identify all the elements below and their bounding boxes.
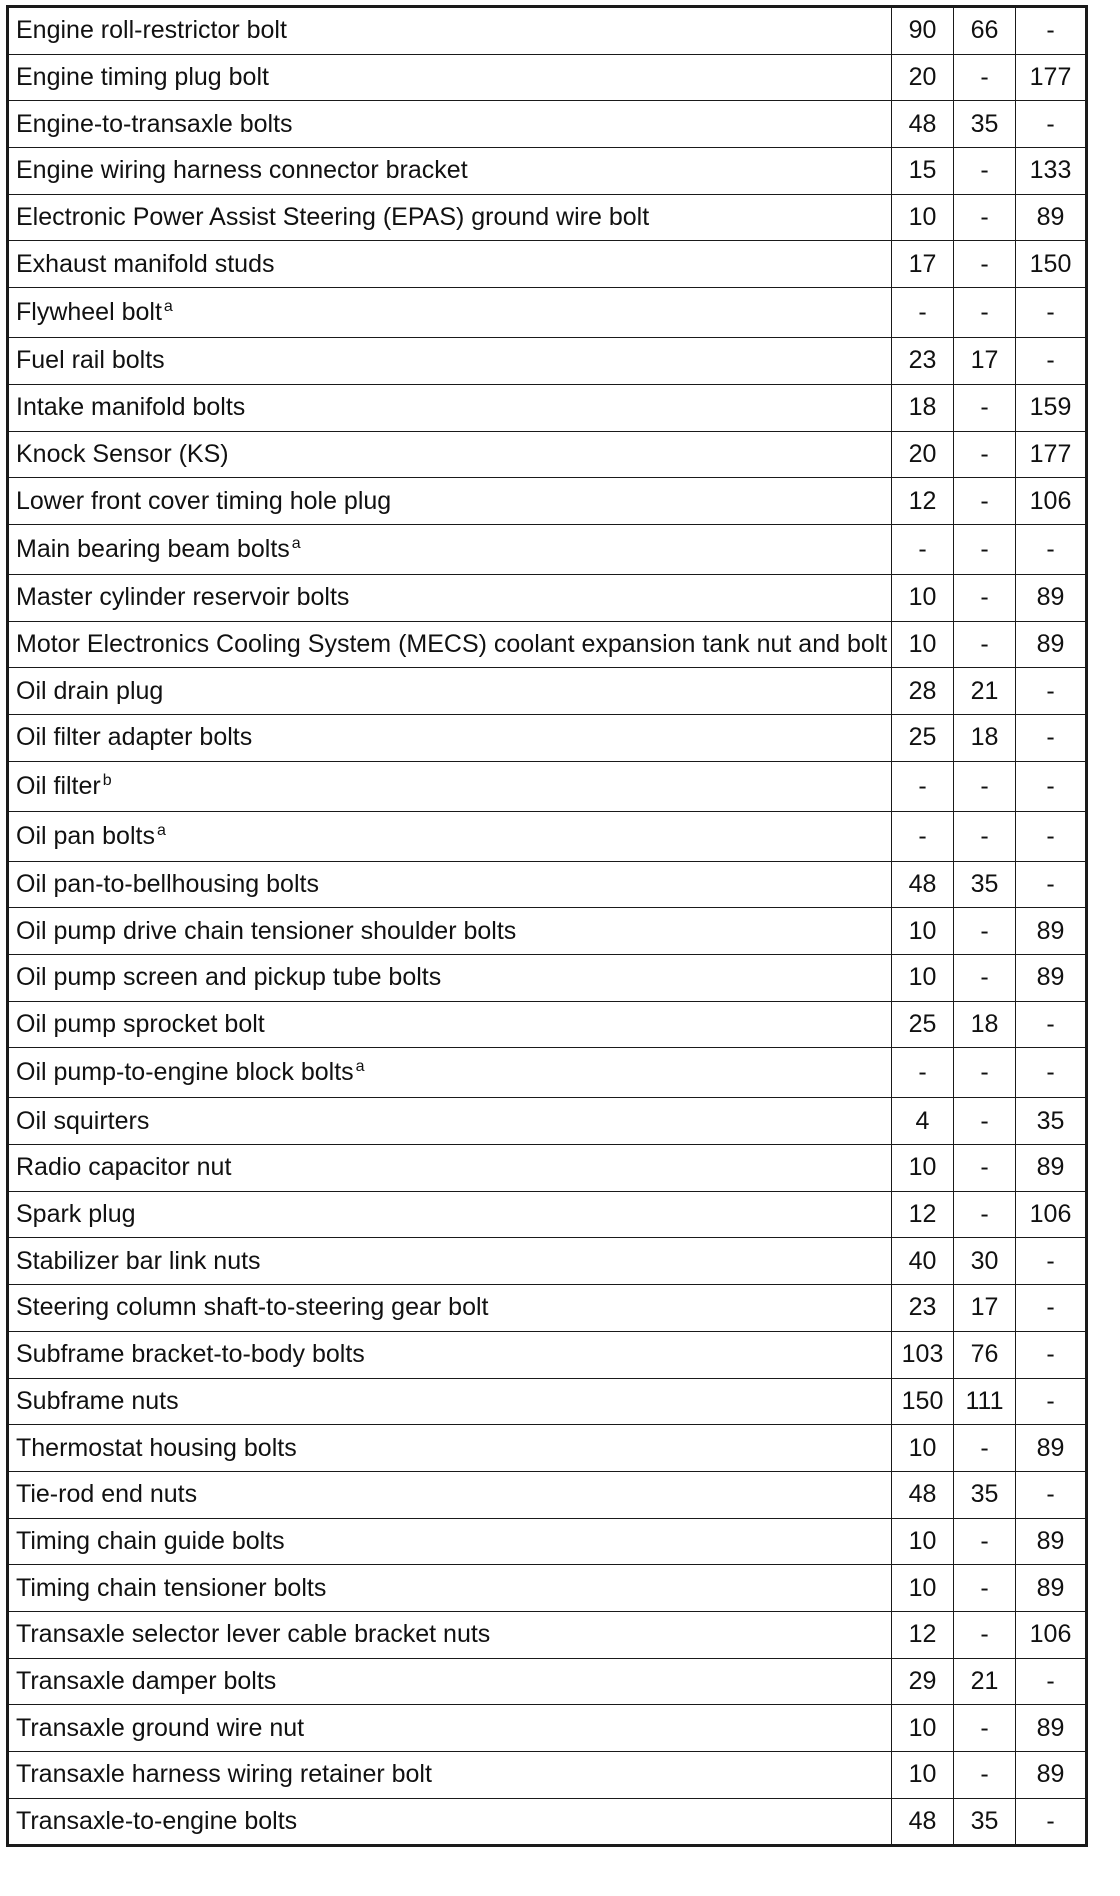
- component-name: Engine timing plug bolt: [16, 63, 269, 92]
- torque-lbin-cell: 106: [1016, 1611, 1087, 1658]
- torque-lbft-cell: -: [954, 524, 1016, 574]
- torque-lbft-cell: 111: [954, 1378, 1016, 1425]
- component-name: Master cylinder reservoir bolts: [16, 583, 350, 612]
- component-name-cell: [8, 1565, 892, 1612]
- component-name-cell: [8, 668, 892, 715]
- torque-nm-cell: 20: [892, 54, 954, 101]
- component-name-cell: [8, 1611, 892, 1658]
- torque-lbin-cell: 106: [1016, 478, 1087, 525]
- table-row: [8, 54, 1087, 101]
- component-name: Lower front cover timing hole plug: [16, 486, 392, 515]
- torque-lbft-cell: -: [954, 478, 1016, 525]
- torque-lbft-cell: 35: [954, 1471, 1016, 1518]
- table-row: [8, 1518, 1087, 1565]
- component-name-cell: [8, 1145, 892, 1192]
- component-name-cell: [8, 574, 892, 621]
- torque-lbin-cell: -: [1016, 1658, 1087, 1705]
- table-row: [8, 1752, 1087, 1799]
- torque-nm-cell: 25: [892, 1001, 954, 1048]
- table-row: [8, 101, 1087, 148]
- torque-lbft-cell: -: [954, 1611, 1016, 1658]
- component-name-cell: [8, 1048, 892, 1098]
- table-row: [8, 761, 1087, 811]
- component-name: Tie-rod end nuts: [16, 1480, 198, 1509]
- torque-lbin-cell: 89: [1016, 1752, 1087, 1799]
- table-row: [8, 1191, 1087, 1238]
- torque-nm-cell: 29: [892, 1658, 954, 1705]
- torque-nm-cell: 10: [892, 621, 954, 668]
- torque-nm-cell: 10: [892, 1518, 954, 1565]
- torque-nm-cell: 23: [892, 1285, 954, 1332]
- torque-lbft-cell: -: [954, 54, 1016, 101]
- torque-nm-cell: 103: [892, 1331, 954, 1378]
- torque-nm-cell: 10: [892, 574, 954, 621]
- component-name: Oil filter: [16, 771, 101, 800]
- table-row: [8, 148, 1087, 195]
- torque-nm-cell: 40: [892, 1238, 954, 1285]
- torque-lbft-cell: -: [954, 241, 1016, 288]
- table-row: [8, 1145, 1087, 1192]
- table-row: [8, 861, 1087, 908]
- component-name: Oil pump-to-engine block bolts: [16, 1058, 354, 1087]
- torque-lbft-cell: 17: [954, 1285, 1016, 1332]
- table-row: [8, 1471, 1087, 1518]
- torque-lbin-cell: -: [1016, 714, 1087, 761]
- component-name: Engine roll-restrictor bolt: [16, 16, 287, 45]
- torque-nm-cell: -: [892, 288, 954, 338]
- table-row: [8, 1378, 1087, 1425]
- component-name-cell: [8, 431, 892, 478]
- component-name-cell: [8, 1331, 892, 1378]
- table-row: [8, 241, 1087, 288]
- table-row: [8, 1238, 1087, 1285]
- torque-nm-cell: 10: [892, 1565, 954, 1612]
- table-row: [8, 1798, 1087, 1846]
- table-row: [8, 1658, 1087, 1705]
- torque-lbft-cell: -: [954, 811, 1016, 861]
- torque-lbin-cell: -: [1016, 524, 1087, 574]
- torque-lbin-cell: -: [1016, 338, 1087, 385]
- component-name-cell: [8, 524, 892, 574]
- torque-lbft-cell: 76: [954, 1331, 1016, 1378]
- torque-lbin-cell: 177: [1016, 54, 1087, 101]
- component-name: Knock Sensor (KS): [16, 439, 229, 468]
- torque-lbin-cell: 89: [1016, 621, 1087, 668]
- table-row: [8, 431, 1087, 478]
- torque-lbft-cell: -: [954, 148, 1016, 195]
- torque-lbft-cell: 21: [954, 668, 1016, 715]
- torque-nm-cell: 12: [892, 1191, 954, 1238]
- torque-nm-cell: 48: [892, 1798, 954, 1846]
- torque-nm-cell: 48: [892, 101, 954, 148]
- torque-nm-cell: -: [892, 811, 954, 861]
- component-name-cell: [8, 1658, 892, 1705]
- table-row: [8, 1098, 1087, 1145]
- torque-nm-cell: 10: [892, 955, 954, 1002]
- torque-lbin-cell: -: [1016, 101, 1087, 148]
- torque-nm-cell: 25: [892, 714, 954, 761]
- component-name-cell: [8, 148, 892, 195]
- torque-nm-cell: 12: [892, 1611, 954, 1658]
- component-name: Motor Electronics Cooling System (MECS) coolant expansion tank nut and bolt: [16, 629, 888, 658]
- table-row: [8, 1285, 1087, 1332]
- torque-lbin-cell: 133: [1016, 148, 1087, 195]
- torque-lbft-cell: 35: [954, 861, 1016, 908]
- table-row: [8, 1611, 1087, 1658]
- torque-lbft-cell: -: [954, 574, 1016, 621]
- component-name-cell: [8, 811, 892, 861]
- component-name-cell: [8, 384, 892, 431]
- torque-lbft-cell: 35: [954, 1798, 1016, 1846]
- table-row: [8, 384, 1087, 431]
- torque-lbin-cell: -: [1016, 7, 1087, 55]
- component-name-cell: [8, 54, 892, 101]
- component-name-cell: [8, 1705, 892, 1752]
- component-name-cell: [8, 908, 892, 955]
- component-name-cell: [8, 288, 892, 338]
- torque-lbin-cell: -: [1016, 761, 1087, 811]
- table-row: [8, 288, 1087, 338]
- component-name: Spark plug: [16, 1200, 136, 1229]
- torque-lbft-cell: -: [954, 1145, 1016, 1192]
- component-name: Subframe nuts: [16, 1386, 179, 1415]
- torque-nm-cell: 10: [892, 1705, 954, 1752]
- torque-lbft-cell: 66: [954, 7, 1016, 55]
- torque-lbin-cell: 89: [1016, 194, 1087, 241]
- torque-lbin-cell: 89: [1016, 1565, 1087, 1612]
- torque-lbin-cell: 89: [1016, 955, 1087, 1002]
- torque-lbft-cell: -: [954, 1191, 1016, 1238]
- component-name: Transaxle selector lever cable bracket nuts: [16, 1620, 491, 1649]
- torque-lbin-cell: 177: [1016, 431, 1087, 478]
- torque-lbft-cell: -: [954, 1705, 1016, 1752]
- footnote-marker: a: [291, 534, 301, 552]
- table-row: [8, 668, 1087, 715]
- torque-lbin-cell: -: [1016, 1798, 1087, 1846]
- footnote-marker: a: [163, 298, 173, 316]
- component-name: Oil squirters: [16, 1106, 150, 1135]
- torque-nm-cell: 10: [892, 1425, 954, 1472]
- component-name: Engine-to-transaxle bolts: [16, 109, 293, 138]
- torque-nm-cell: 48: [892, 861, 954, 908]
- component-name-cell: [8, 1238, 892, 1285]
- component-name: Transaxle ground wire nut: [16, 1713, 305, 1742]
- torque-lbft-cell: -: [954, 1565, 1016, 1612]
- torque-nm-cell: -: [892, 1048, 954, 1098]
- torque-lbin-cell: 89: [1016, 908, 1087, 955]
- torque-lbin-cell: 89: [1016, 1425, 1087, 1472]
- torque-lbft-cell: -: [954, 194, 1016, 241]
- table-row: [8, 621, 1087, 668]
- footnote-marker: a: [156, 821, 166, 839]
- component-name-cell: [8, 761, 892, 811]
- torque-lbin-cell: -: [1016, 1285, 1087, 1332]
- torque-lbft-cell: 18: [954, 1001, 1016, 1048]
- component-name: Steering column shaft-to-steering gear bolt: [16, 1293, 489, 1322]
- component-name: Flywheel bolt: [16, 298, 162, 327]
- component-name: Timing chain guide bolts: [16, 1526, 285, 1555]
- torque-lbft-cell: -: [954, 384, 1016, 431]
- torque-lbin-cell: -: [1016, 288, 1087, 338]
- torque-lbft-cell: -: [954, 1098, 1016, 1145]
- component-name-cell: [8, 1285, 892, 1332]
- component-name-cell: [8, 241, 892, 288]
- torque-lbin-cell: 89: [1016, 1145, 1087, 1192]
- component-name: Transaxle harness wiring retainer bolt: [16, 1760, 432, 1789]
- component-name: Oil filter adapter bolts: [16, 723, 253, 752]
- component-name-cell: [8, 714, 892, 761]
- torque-lbft-cell: -: [954, 288, 1016, 338]
- component-name-cell: [8, 194, 892, 241]
- component-name: Oil drain plug: [16, 676, 164, 705]
- torque-nm-cell: -: [892, 524, 954, 574]
- torque-lbin-cell: -: [1016, 861, 1087, 908]
- component-name-cell: [8, 101, 892, 148]
- component-name: Transaxle-to-engine bolts: [16, 1807, 298, 1836]
- table-row: [8, 524, 1087, 574]
- torque-lbft-cell: -: [954, 761, 1016, 811]
- table-row: [8, 1425, 1087, 1472]
- torque-lbin-cell: 89: [1016, 1518, 1087, 1565]
- component-name: Oil pan-to-bellhousing bolts: [16, 869, 319, 898]
- torque-lbft-cell: -: [954, 1518, 1016, 1565]
- table-row: [8, 194, 1087, 241]
- component-name-cell: [8, 478, 892, 525]
- torque-nm-cell: 48: [892, 1471, 954, 1518]
- component-name-cell: [8, 1425, 892, 1472]
- component-name: Thermostat housing bolts: [16, 1433, 297, 1462]
- torque-lbin-cell: -: [1016, 1471, 1087, 1518]
- torque-lbin-cell: 159: [1016, 384, 1087, 431]
- table-row: [8, 955, 1087, 1002]
- table-row: [8, 7, 1087, 55]
- torque-nm-cell: 28: [892, 668, 954, 715]
- torque-lbft-cell: 35: [954, 101, 1016, 148]
- component-name: Oil pump drive chain tensioner shoulder bolts: [16, 916, 517, 945]
- table-row: [8, 1001, 1087, 1048]
- component-name: Oil pump screen and pickup tube bolts: [16, 963, 442, 992]
- torque-lbin-cell: -: [1016, 1378, 1087, 1425]
- torque-nm-cell: 10: [892, 1752, 954, 1799]
- table-row: [8, 1565, 1087, 1612]
- torque-nm-cell: 10: [892, 194, 954, 241]
- torque-lbin-cell: -: [1016, 668, 1087, 715]
- component-name-cell: [8, 1001, 892, 1048]
- component-name: Subframe bracket-to-body bolts: [16, 1340, 365, 1369]
- torque-lbft-cell: -: [954, 1752, 1016, 1799]
- table-row: [8, 478, 1087, 525]
- torque-lbin-cell: 150: [1016, 241, 1087, 288]
- component-name-cell: [8, 7, 892, 55]
- torque-lbin-cell: 106: [1016, 1191, 1087, 1238]
- torque-lbin-cell: 89: [1016, 1705, 1087, 1752]
- torque-lbft-cell: 18: [954, 714, 1016, 761]
- table-row: [8, 714, 1087, 761]
- component-name-cell: [8, 1518, 892, 1565]
- component-name: Oil pump sprocket bolt: [16, 1010, 265, 1039]
- torque-spec-table: [6, 5, 1088, 1847]
- component-name-cell: [8, 955, 892, 1002]
- component-name: Oil pan bolts: [16, 821, 155, 850]
- torque-lbin-cell: -: [1016, 1331, 1087, 1378]
- torque-lbft-cell: -: [954, 1425, 1016, 1472]
- table-row: [8, 1331, 1087, 1378]
- torque-lbft-cell: -: [954, 621, 1016, 668]
- component-name: Intake manifold bolts: [16, 393, 246, 422]
- table-row: [8, 338, 1087, 385]
- torque-lbft-cell: -: [954, 1048, 1016, 1098]
- torque-lbft-cell: 21: [954, 1658, 1016, 1705]
- torque-lbin-cell: 35: [1016, 1098, 1087, 1145]
- torque-lbin-cell: -: [1016, 811, 1087, 861]
- component-name-cell: [8, 338, 892, 385]
- table-row: [8, 1048, 1087, 1098]
- component-name: Radio capacitor nut: [16, 1153, 232, 1182]
- torque-lbin-cell: -: [1016, 1238, 1087, 1285]
- torque-lbft-cell: -: [954, 431, 1016, 478]
- torque-lbin-cell: -: [1016, 1048, 1087, 1098]
- torque-nm-cell: 10: [892, 908, 954, 955]
- component-name-cell: [8, 1798, 892, 1846]
- torque-nm-cell: 4: [892, 1098, 954, 1145]
- torque-nm-cell: 90: [892, 7, 954, 55]
- torque-nm-cell: 150: [892, 1378, 954, 1425]
- footnote-marker: b: [102, 771, 112, 789]
- torque-nm-cell: 17: [892, 241, 954, 288]
- component-name-cell: [8, 1752, 892, 1799]
- component-name-cell: [8, 1098, 892, 1145]
- torque-lbft-cell: 17: [954, 338, 1016, 385]
- torque-nm-cell: 20: [892, 431, 954, 478]
- torque-lbft-cell: -: [954, 955, 1016, 1002]
- component-name: Timing chain tensioner bolts: [16, 1573, 327, 1602]
- torque-nm-cell: 23: [892, 338, 954, 385]
- torque-nm-cell: -: [892, 761, 954, 811]
- torque-lbin-cell: 89: [1016, 574, 1087, 621]
- component-name: Transaxle damper bolts: [16, 1666, 277, 1695]
- torque-lbft-cell: 30: [954, 1238, 1016, 1285]
- table-row: [8, 574, 1087, 621]
- component-name: Exhaust manifold studs: [16, 249, 275, 278]
- component-name: Fuel rail bolts: [16, 346, 165, 375]
- component-name: Engine wiring harness connector bracket: [16, 156, 468, 185]
- component-name: Main bearing beam bolts: [16, 534, 290, 563]
- torque-lbft-cell: -: [954, 908, 1016, 955]
- table-row: [8, 1705, 1087, 1752]
- torque-nm-cell: 15: [892, 148, 954, 195]
- component-name: Electronic Power Assist Steering (EPAS) ground wire bolt: [16, 203, 650, 232]
- torque-nm-cell: 18: [892, 384, 954, 431]
- component-name-cell: [8, 1471, 892, 1518]
- torque-spec-table-body: [8, 7, 1087, 1846]
- torque-nm-cell: 12: [892, 478, 954, 525]
- torque-nm-cell: 10: [892, 1145, 954, 1192]
- torque-lbin-cell: -: [1016, 1001, 1087, 1048]
- footnote-marker: a: [355, 1058, 365, 1076]
- component-name: Stabilizer bar link nuts: [16, 1246, 261, 1275]
- component-name-cell: [8, 621, 892, 668]
- table-row: [8, 908, 1087, 955]
- table-row: [8, 811, 1087, 861]
- component-name-cell: [8, 1378, 892, 1425]
- component-name-cell: [8, 1191, 892, 1238]
- component-name-cell: [8, 861, 892, 908]
